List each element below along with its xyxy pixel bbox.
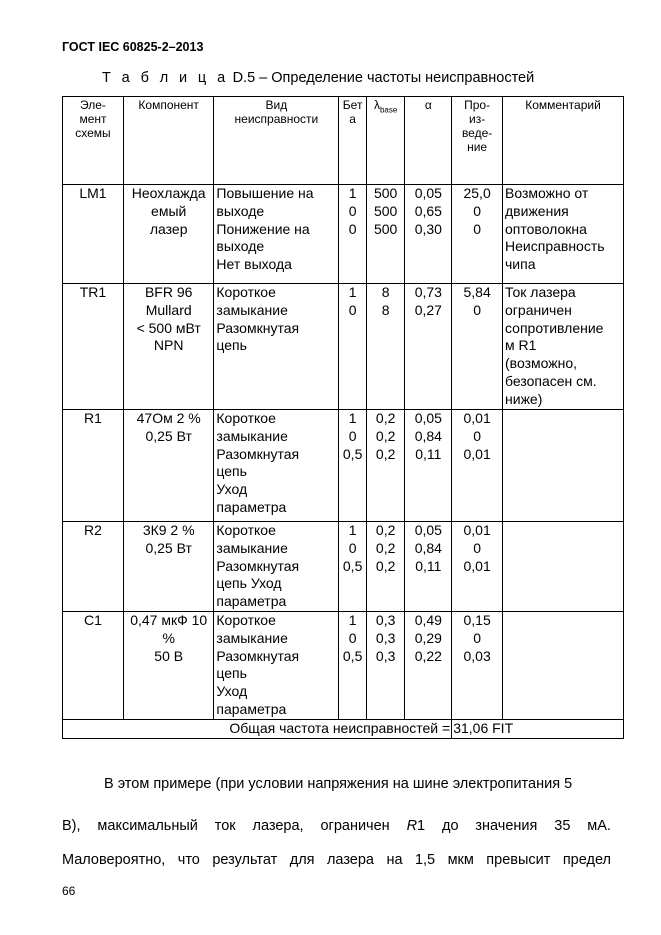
- cell-lambda-line: 0,3: [375, 629, 396, 646]
- cell-component-line: %: [162, 629, 175, 646]
- table-row: [63, 284, 624, 410]
- word: Маловероятно,: [62, 852, 166, 868]
- cell-lambda: [366, 522, 405, 612]
- cell-alpha-line: 0,11: [415, 557, 442, 574]
- cell-beta-line: 1: [348, 410, 357, 426]
- cell-alpha-line: 0,30: [414, 220, 442, 237]
- cell-lambda-line: 8: [381, 301, 390, 318]
- cell-product: [452, 284, 503, 410]
- cell-failure-line: замыкание: [216, 539, 288, 556]
- cell-failure-line: Нет выхода: [216, 256, 292, 273]
- cell-beta-line: 0: [348, 629, 357, 646]
- paragraph-line-2: [62, 816, 611, 836]
- headerelement-line: схемы: [75, 126, 111, 140]
- headerfailure-line: Вид: [265, 98, 288, 112]
- header-lambda: [366, 97, 405, 185]
- cell-component-line: емый: [151, 202, 187, 219]
- cell-lambda-line: 0,2: [375, 410, 396, 426]
- cell-failure-line: цепь: [216, 665, 247, 682]
- headerelement-line: Эле-: [80, 98, 106, 112]
- cell-beta: [339, 185, 366, 284]
- cell-component-line: < 500 мВт: [136, 319, 201, 336]
- cell-failure: [214, 284, 339, 410]
- cell-failure-line: цепь: [216, 337, 247, 354]
- cell-failure-line: Понижение на: [216, 220, 310, 237]
- word: лазера: [326, 852, 374, 868]
- cell-alpha-line: 0,49: [414, 611, 442, 628]
- cell-product-line: 0,01: [463, 522, 491, 538]
- cell-comment-line: Ток лазера: [505, 284, 576, 300]
- cell-alpha: [405, 185, 452, 284]
- cell-failure-line: замыкание: [216, 427, 288, 444]
- cell-beta-line: 1: [348, 284, 357, 300]
- cell-component-line: 47Ом 2 %: [136, 410, 201, 426]
- table-row: [63, 185, 624, 284]
- cell-failure: [214, 185, 339, 284]
- cell-failure-line: замыкание: [216, 629, 288, 646]
- document-header: ГОСТ IEC 60825-2–2013: [62, 40, 204, 54]
- cell-alpha-line: 0,29: [414, 629, 442, 646]
- cell-alpha-line: 0,65: [414, 202, 442, 219]
- variable-r: R: [406, 818, 418, 834]
- cell-product-line: 0: [473, 629, 481, 646]
- cell-alpha-line: 0,84: [414, 427, 442, 444]
- cell-component-line: 0,25 Вт: [145, 427, 192, 444]
- headerbeta-line: а: [349, 112, 356, 126]
- cell-alpha: [405, 284, 452, 410]
- cell-failure-line: цепь: [216, 463, 247, 480]
- caption-prefix: Т а б л и ц а: [102, 70, 229, 86]
- cell-beta-line: 0: [348, 301, 357, 318]
- cell-failure-line: параметра: [216, 700, 287, 717]
- cell-failure-line: выходе: [216, 202, 265, 219]
- header-component: Компонент: [123, 97, 213, 185]
- word: на: [386, 852, 403, 868]
- cell-product-line: 0,15: [463, 611, 491, 628]
- cell-lambda: [366, 284, 405, 410]
- cell-beta-line: 1: [348, 185, 357, 201]
- cell-component: [123, 410, 213, 522]
- cell-lambda-line: 0,2: [375, 557, 396, 574]
- cell-alpha-line: 0,05: [414, 410, 442, 426]
- cell-lambda: [366, 410, 405, 522]
- cell-lambda-line: 500: [373, 202, 398, 219]
- cell-comment-line: ниже): [505, 390, 543, 407]
- cell-product-line: 0,01: [463, 557, 491, 574]
- cell-failure: [214, 410, 339, 522]
- cell-product-line: 0,01: [463, 445, 491, 462]
- cell-product-line: 0,03: [463, 647, 491, 664]
- word: мА.: [587, 818, 611, 834]
- word: превысит: [486, 852, 551, 868]
- cell-comment: [503, 522, 624, 612]
- cell-failure-line: параметра: [216, 593, 287, 610]
- table-row: [63, 522, 624, 612]
- cell-failure-line: Разомкнутая: [216, 445, 300, 462]
- cell-alpha-line: 0,84: [414, 539, 442, 556]
- cell-comment-line: оптоволокна: [505, 220, 587, 237]
- word: В),: [62, 818, 81, 834]
- cell-product: [452, 185, 503, 284]
- headerfailure-line: неисправности: [234, 112, 319, 126]
- headerelement-line: мент: [79, 112, 107, 126]
- word: ограничен: [320, 818, 390, 834]
- cell-comment-line: Возможно от: [505, 185, 589, 201]
- cell-product-line: 0,01: [463, 410, 491, 426]
- cell-product-line: 0: [473, 539, 481, 556]
- cell-alpha-line: 0,73: [414, 284, 442, 300]
- cell-failure-line: Разомкнутая: [216, 319, 300, 336]
- page-number: 66: [62, 884, 76, 898]
- cell-failure-line: Повышение на: [216, 185, 314, 201]
- word: результат: [212, 852, 278, 868]
- word: лазера,: [252, 818, 304, 834]
- cell-lambda-line: 500: [373, 220, 398, 237]
- cell-lambda-line: 8: [381, 284, 390, 300]
- header-beta: [339, 97, 366, 185]
- cell-alpha-line: 0,05: [414, 522, 442, 538]
- r1-reference: [407, 816, 426, 836]
- total-label: Общая частота неисправностей =: [63, 719, 452, 738]
- cell-beta-line: 0: [348, 202, 357, 219]
- word: для: [289, 852, 315, 868]
- cell-product: [452, 611, 503, 719]
- variable-index: 1: [417, 818, 426, 834]
- cell-component-line: 3К9 2 %: [142, 522, 195, 538]
- cell-component: [123, 185, 213, 284]
- cell-product-line: 5,84: [463, 284, 491, 300]
- cell-beta: [339, 611, 366, 719]
- headerbeta-line: Бет: [342, 98, 363, 112]
- cell-component-line: 0,25 Вт: [145, 539, 192, 556]
- cell-lambda-line: 0,2: [375, 427, 396, 444]
- cell-alpha: [405, 410, 452, 522]
- header-alpha: α: [405, 97, 452, 185]
- headerproduct-line: из-: [469, 112, 486, 126]
- cell-product: [452, 522, 503, 612]
- word: предел: [562, 852, 611, 868]
- cell-failure-line: цепь Уход: [216, 575, 282, 592]
- cell-comment: [503, 284, 624, 410]
- cell-beta-line: 0: [348, 427, 357, 444]
- cell-beta-line: 0,5: [342, 445, 363, 462]
- cell-beta-line: 0: [348, 539, 357, 556]
- cell-lambda: [366, 185, 405, 284]
- cell-comment-line: движения: [505, 202, 569, 219]
- cell-component-line: BFR 96: [144, 284, 193, 300]
- cell-product-line: 25,0: [463, 185, 491, 201]
- cell-comment-line: ограничен: [505, 301, 572, 318]
- cell-component: [123, 611, 213, 719]
- cell-failure-line: выходе: [216, 238, 265, 255]
- cell-beta: [339, 284, 366, 410]
- cell-component-line: NPN: [153, 337, 184, 354]
- cell-product-line: 0: [473, 301, 481, 318]
- cell-alpha-line: 0,27: [414, 301, 442, 318]
- cell-beta-line: 1: [348, 522, 357, 538]
- cell-element: R1: [63, 410, 124, 522]
- word: что: [177, 852, 200, 868]
- cell-lambda-line: 0,2: [375, 539, 396, 556]
- word: значения: [475, 818, 538, 834]
- cell-failure-line: Короткое: [216, 522, 276, 538]
- cell-comment-line: чипа: [505, 256, 536, 273]
- cell-failure-line: Уход: [216, 481, 248, 498]
- word: до: [442, 818, 459, 834]
- cell-beta-line: 0,5: [342, 647, 363, 664]
- word: ток: [214, 818, 236, 834]
- cell-element: LM1: [63, 185, 124, 284]
- word: 1,5: [414, 852, 436, 868]
- header-failure-type: [214, 97, 339, 185]
- cell-component-line: лазер: [149, 220, 188, 237]
- cell-component-line: 50 В: [154, 647, 184, 664]
- header-comment: Комментарий: [503, 97, 624, 185]
- total-row: [63, 719, 624, 738]
- table-caption: [102, 70, 534, 86]
- cell-lambda-line: 0,3: [375, 611, 396, 628]
- lambda-subscript: base: [379, 105, 398, 115]
- cell-failure-line: Короткое: [216, 284, 276, 300]
- cell-product-line: 0: [473, 427, 481, 444]
- cell-failure: [214, 522, 339, 612]
- cell-element: TR1: [63, 284, 124, 410]
- cell-lambda-line: 0,2: [375, 522, 396, 538]
- cell-failure-line: Уход: [216, 683, 248, 700]
- paragraph-line-1: В этом примере (при условии напряжения на шине электропитания 5: [104, 776, 573, 792]
- headerproduct-line: Про-: [464, 98, 491, 112]
- cell-lambda-line: 500: [373, 185, 398, 201]
- cell-comment: [503, 410, 624, 522]
- cell-failure-line: Разомкнутая: [216, 647, 300, 664]
- cell-element: R2: [63, 522, 124, 612]
- cell-failure-line: Короткое: [216, 410, 276, 426]
- cell-component: [123, 522, 213, 612]
- cell-comment-line: Неисправность: [505, 238, 605, 255]
- cell-comment-line: сопротивление: [505, 319, 604, 336]
- headerproduct-line: ние: [467, 140, 488, 154]
- word: максимальный: [97, 818, 198, 834]
- word: 35: [554, 818, 571, 834]
- header-product: [452, 97, 503, 185]
- cell-lambda-line: 0,3: [375, 647, 396, 664]
- table-row: [63, 611, 624, 719]
- failure-rate-table: [62, 96, 624, 739]
- cell-component-line: Неохлажда: [131, 185, 206, 201]
- cell-alpha: [405, 611, 452, 719]
- cell-failure-line: замыкание: [216, 301, 288, 318]
- cell-comment-line: (возможно,: [505, 355, 578, 372]
- cell-comment: [503, 185, 624, 284]
- cell-failure-line: параметра: [216, 498, 287, 515]
- paragraph-line-3: [62, 850, 611, 870]
- cell-component-line: 0,47 мкФ 10: [130, 611, 208, 628]
- cell-beta-line: 0,5: [342, 557, 363, 574]
- cell-beta: [339, 522, 366, 612]
- cell-failure-line: Разомкнутая: [216, 557, 300, 574]
- total-value: 31,06 FIT: [452, 719, 624, 738]
- cell-alpha-line: 0,05: [414, 185, 442, 201]
- cell-comment: [503, 611, 624, 719]
- table-header-row: [63, 97, 624, 185]
- cell-beta-line: 1: [348, 611, 357, 628]
- cell-product-line: 0: [473, 202, 481, 219]
- headerproduct-line: веде-: [461, 126, 493, 140]
- table-row: [63, 410, 624, 522]
- cell-product-line: 0: [473, 220, 481, 237]
- cell-alpha: [405, 522, 452, 612]
- cell-alpha-line: 0,11: [415, 445, 442, 462]
- cell-alpha-line: 0,22: [414, 647, 442, 664]
- word: мкм: [447, 852, 474, 868]
- cell-component-line: Mullard: [145, 301, 192, 318]
- cell-comment-line: безопасен см.: [505, 372, 597, 389]
- caption-title: D.5 – Определение частоты неисправностей: [232, 70, 535, 86]
- cell-beta-line: 0: [348, 220, 357, 237]
- cell-component: [123, 284, 213, 410]
- cell-element: C1: [63, 611, 124, 719]
- lambda-symbol: λ: [373, 98, 380, 112]
- cell-lambda: [366, 611, 405, 719]
- cell-comment-line: м R1: [505, 337, 537, 354]
- header-element: [63, 97, 124, 185]
- cell-product: [452, 410, 503, 522]
- cell-failure-line: Короткое: [216, 611, 276, 628]
- cell-beta: [339, 410, 366, 522]
- cell-failure: [214, 611, 339, 719]
- cell-lambda-line: 0,2: [375, 445, 396, 462]
